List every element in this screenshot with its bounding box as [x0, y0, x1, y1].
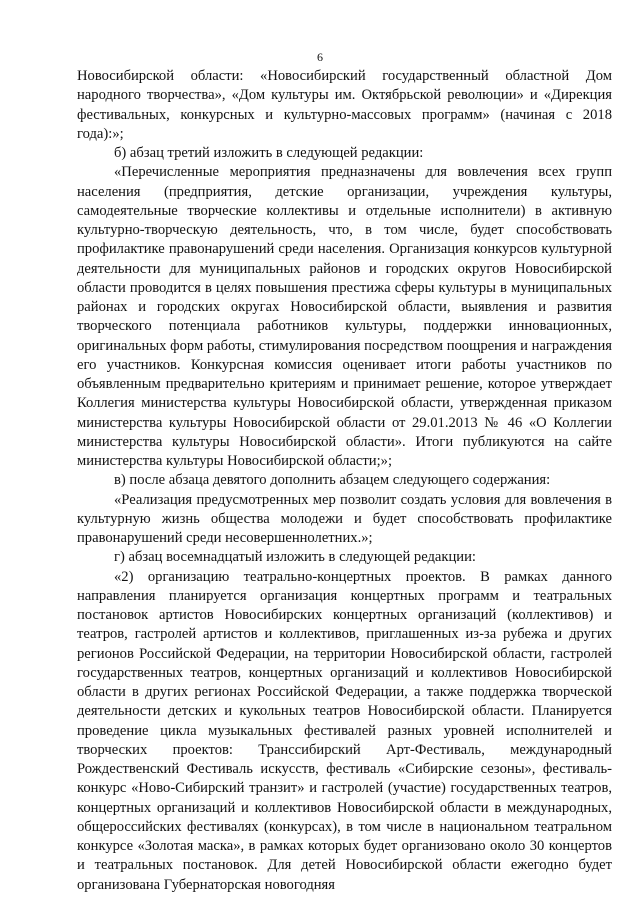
paragraph-quote-events: «Перечисленные мероприятия предназначены для вовлечения всех групп населения (предприятия, детские организации, учреждения культуры, самодеятельные творческие коллективы и отдельные исполнители) в активную культурно-творческую деятельность, что, в том числе, будет способствовать профилактике правонарушений среди населения. Организация конкурсов культурной деятельности для муниципальных районов и городских округов Новосибирской области проводится в целях повышения престижа сферы культуры в муниципальных районах и городских округах Новосибирской области, выявления и развития творческого потенциала работников культуры, поддержки инновационных, оригинальных форм работы, стимулирования посредством поощрения и награждения его участников. Конкурсная комиссия оценивает итоги работы участников по объявленным предварительно критериям и принимает решение, которое утверждает Коллегия министерства культуры Новосибирской области, утвержденная приказом министерства культуры Новосибирской области от 29.01.2013 № 46 «О Коллегии министерства культуры Новосибирской области». Итоги публикуются на сайте министерства культуры Новосибирской области;»;: [77, 164, 612, 469]
paragraph-continuation: Новосибирской области: «Новосибирский государственный областной Дом народного творчества», «Дом культуры им. Октябрьской революции» и «Дирекция фестивальных, конкурсных и культурно-массовых программ» (начиная с 2018 года):»;: [77, 68, 612, 142]
document-body: [77, 67, 612, 895]
paragraph-item-v: в) после абзаца девятого дополнить абзацем следующего содержания:: [114, 472, 551, 489]
page-number: 6: [317, 50, 323, 64]
paragraph-item-b: б) абзац третий изложить в следующей редакции:: [114, 145, 424, 161]
paragraph-item-g: г) абзац восемнадцатый изложить в следующей редакции:: [114, 549, 476, 566]
paragraph-quote-projects: «2) организацию театрально-концертных проектов. В рамках данного направления планируется организация концертных программ и театральных постановок артистов Новосибирских концертных организаций (коллективов) и театров, гастролей артистов и коллективов, приглашенных из-за рубежа и других регионов Российской Федерации, на территории Новосибирской области, гастролей государственных театров, концертных организаций и коллективов Новосибирской области в других регионах Российской Федерации, а также поддержка творческой деятельности детских и кукольных театров Новосибирской области. Планируется проведение цикла музыкальных фестивалей разных уровней исполнителей и творческих проектов: Транссибирский Арт-Фестиваль, международный Рождественский Фестиваль искусств, фестиваль «Сибирские сезоны», фестиваль-конкурс «Ново-Сибирский транзит» и гастролей (участие) государственных театров, концертных организаций и коллективов Новосибирской области в международных, общероссийских фестивалях (конкурсах), в том числе в национальном театральном конкурсе «Золотая маска», в рамках которых будет организовано около 30 концертов и театральных постановок. Для детей Новосибирской области ежегодно будет организована Губернаторская новогодняя: [77, 568, 612, 893]
paragraph-quote-measures: «Реализация предусмотренных мер позволит создать условия для вовлечения в культурную жизнь общества молодежи и будет способствовать профилактике правонарушений среди несовершеннолетних.»;: [77, 491, 612, 546]
